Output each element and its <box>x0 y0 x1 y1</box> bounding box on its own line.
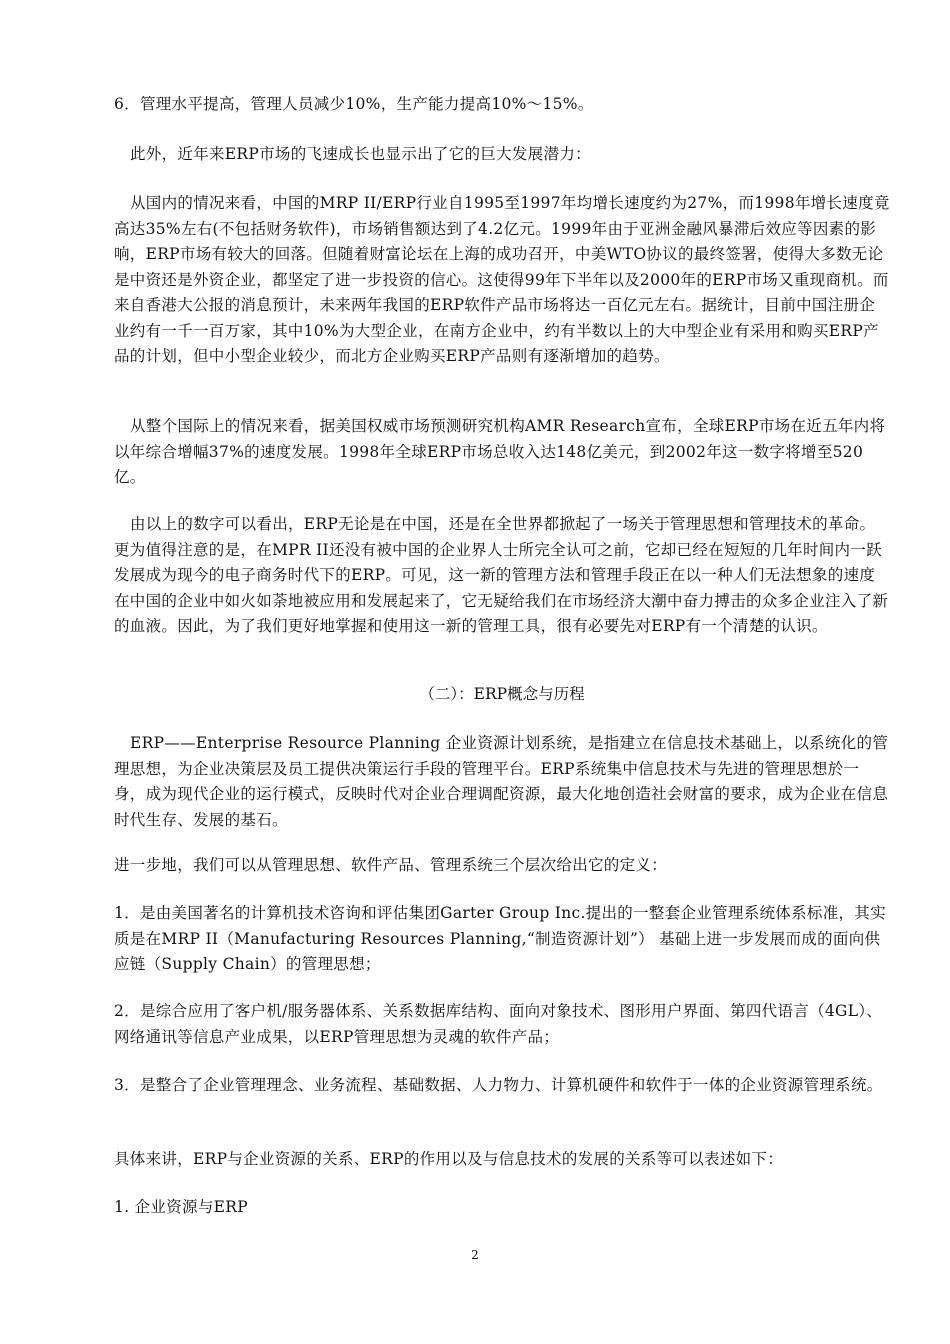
paragraph-definition-2: 2．是综合应用了客户机/服务器体系、关系数据库结构、面向对象技术、图形用户界面、第四代语言（4GL）、网络通讯等信息产业成果，以ERP管理思想为灵魂的软件产品； <box>114 1002 883 1046</box>
paragraph-definition-3: 3．是整合了企业管理理念、业务流程、基础数据、人力物力、计算机硬件和软件于一体的企业资源管理系统。 <box>114 1076 883 1094</box>
paragraph-benefit-6: 6．管理水平提高，管理人员减少10%，生产能力提高10%～15%。 <box>114 95 594 113</box>
paragraph-domestic-market: 从国内的情况来看，中国的MRP II/ERP行业自1995至1997年均增长速度约为27%，而1998年增长速度竟高达35%左右(不包括财务软件)，市场销售额达到了4.2亿元。1999年由于亚洲金融风暴滞后效应等因素的影响，ERP市场有较大的回落。但随着财富论坛在上海的成功召开，中美WTO协议的最终签署，使得大多数无论是中资还是外资企业，都坚定了进一步投资的信心。这使得99年下半年以及2000年的ERP市场又重现商机。而来自香港大公报的消息预计，未来两年我国的ERP软件产品市场将达一百亿元左右。据统计，目前中国注册企业约有一千一百万家，其中10%为大型企业，在南方企业中，约有半数以上的大中型企业有采用和购买ERP产品的计划，但中小型企业较少，而北方企业购买ERP产品则有逐渐增加的趋势。 <box>114 194 890 365</box>
paragraph-definition-levels: 进一步地，我们可以从管理思想、软件产品、管理系统三个层次给出它的定义： <box>114 856 668 874</box>
page-number: 2 <box>471 1248 479 1262</box>
paragraph-relationship-intro: 具体来讲，ERP与企业资源的关系、ERP的作用以及与信息技术的发展的关系等可以表述如下： <box>114 1150 784 1168</box>
paragraph-erp-revolution: 由以上的数字可以看出，ERP无论是在中国，还是在全世界都掀起了一场关于管理思想和管理技术的革命。更为值得注意的是，在MPR II还没有被中国的企业界人士所完全认可之前，它却已经在短短的几年时间内一跃发展成为现今的电子商务时代下的ERP。可见，这一新的管理方法和管理手段正在以一种人们无法想象的速度在中国的企业中如火如荼地被应用和发展起来了，它无疑给我们在市场经济大潮中奋力搏击的众多企业注入了新的血液。因此，为了我们更好地掌握和使用这一新的管理工具，很有必要先对ERP有一个清楚的认识。 <box>114 515 889 635</box>
paragraph-market-intro: 此外，近年来ERP市场的飞速成长也显示出了它的巨大发展潜力： <box>130 145 591 163</box>
section-heading: （二）：ERP概念与历程 <box>419 685 585 703</box>
subsection-heading-1: 1. 企业资源与ERP <box>114 1198 248 1216</box>
paragraph-erp-definition: ERP——Enterprise Resource Planning 企业资源计划系统，是指建立在信息技术基础上，以系统化的管理思想，为企业决策层及员工提供决策运行手段的管理平台。ERP系统集中信息技术与先进的管理思想於一身，成为现代企业的运行模式，反映时代对企业合理调配资源，最大化地创造社会财富的要求，成为企业在信息时代生存、发展的基石。 <box>114 734 889 829</box>
paragraph-international-market: 从整个国际上的情况来看，据美国权威市场预测研究机构AMR Research宣布，全球ERP市场在近五年内将以年综合增幅37%的速度发展。1998年全球ERP市场总收入达148亿美元，到2002年这一数字将增至520亿。 <box>114 417 886 486</box>
paragraph-definition-1: 1．是由美国著名的计算机技术咨询和评估集团Garter Group Inc.提出的一整套企业管理系统体系标准，其实质是在MRP II（Manufacturing Resources Planning,“制造资源计划”） 基础上进一步发展而成的面向供应链（Supply Chain）的管理思想； <box>114 904 886 973</box>
